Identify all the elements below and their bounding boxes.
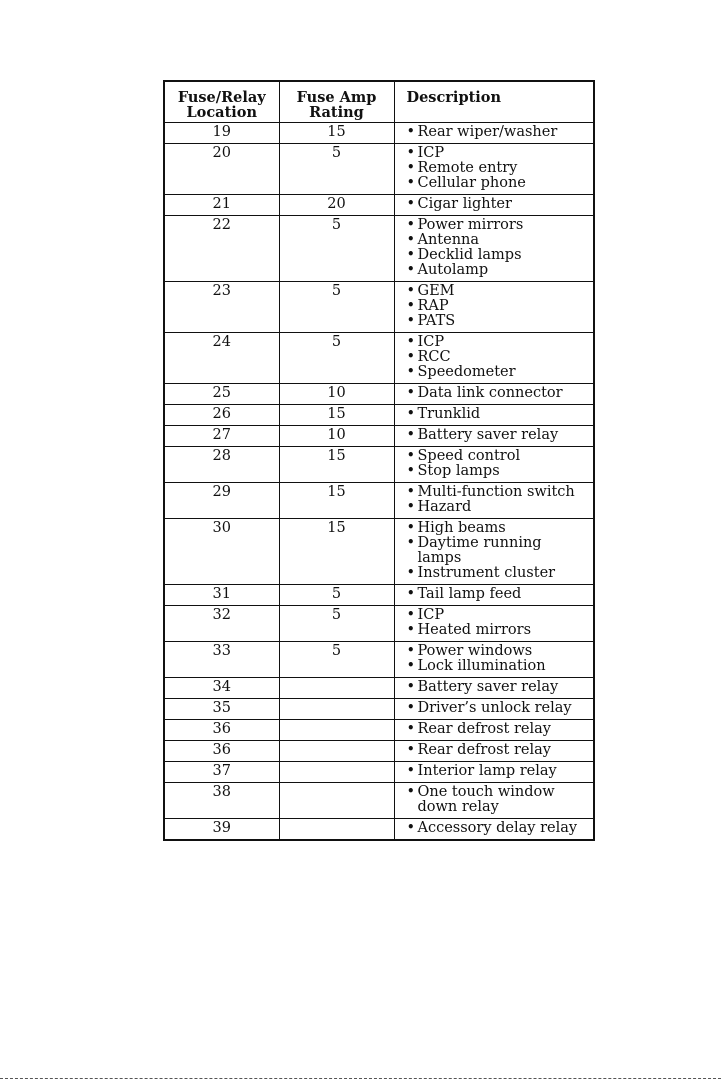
- fuse-location-cell: 31: [164, 585, 279, 606]
- description-item: • ICP: [407, 608, 590, 623]
- fuse-amp-cell: 5: [279, 606, 394, 642]
- description-item: • High beams: [407, 521, 590, 536]
- description-item: • Rear defrost relay: [407, 743, 590, 758]
- description-cell: [394, 720, 594, 741]
- fuse-location-cell: 23: [164, 282, 279, 333]
- description-item: • One touch window down relay: [407, 785, 590, 815]
- description-cell: [394, 405, 594, 426]
- fuse-location-cell: 25: [164, 384, 279, 405]
- description-item: • Speedometer: [407, 365, 590, 380]
- table-row: [164, 585, 594, 606]
- description-cell: [394, 741, 594, 762]
- fuse-location-cell: 38: [164, 783, 279, 819]
- fuse-location-cell: 27: [164, 426, 279, 447]
- table-body: [164, 123, 594, 841]
- fuse-amp-cell: 5: [279, 282, 394, 333]
- table-row: [164, 384, 594, 405]
- description-item: • Trunklid: [407, 407, 590, 422]
- description-cell: [394, 384, 594, 405]
- description-item: • ICP: [407, 335, 590, 350]
- fuse-location-cell: 34: [164, 678, 279, 699]
- description-item: • ICP: [407, 146, 590, 161]
- fuse-relay-table: [163, 80, 595, 841]
- description-cell: [394, 819, 594, 841]
- description-cell: [394, 195, 594, 216]
- fuse-location-cell: 20: [164, 144, 279, 195]
- fuse-amp-cell: 15: [279, 405, 394, 426]
- description-item: • Cigar lighter: [407, 197, 590, 212]
- fuse-location-cell: 24: [164, 333, 279, 384]
- table-row: [164, 720, 594, 741]
- fuse-amp-cell: 5: [279, 642, 394, 678]
- header-description: Description: [394, 81, 594, 123]
- description-cell: [394, 144, 594, 195]
- fuse-amp-cell: 15: [279, 519, 394, 585]
- fuse-amp-cell: 5: [279, 585, 394, 606]
- fuse-amp-cell: 15: [279, 483, 394, 519]
- table-row: [164, 678, 594, 699]
- table-row: [164, 699, 594, 720]
- description-item: • Lock illumination: [407, 659, 590, 674]
- header-location-line2: Location: [186, 104, 257, 121]
- fuse-location-cell: 29: [164, 483, 279, 519]
- table-row: [164, 282, 594, 333]
- fuse-amp-cell: [279, 699, 394, 720]
- description-cell: [394, 762, 594, 783]
- fuse-location-cell: 35: [164, 699, 279, 720]
- description-item: • Rear wiper/washer: [407, 125, 590, 140]
- fuse-location-cell: 30: [164, 519, 279, 585]
- table-row: [164, 762, 594, 783]
- description-item: • Heated mirrors: [407, 623, 590, 638]
- description-cell: [394, 606, 594, 642]
- header-location-line1: Fuse/Relay: [177, 89, 266, 106]
- description-cell: [394, 282, 594, 333]
- table-row: [164, 405, 594, 426]
- fuse-amp-cell: 10: [279, 426, 394, 447]
- description-cell: [394, 642, 594, 678]
- description-cell: [394, 426, 594, 447]
- description-item: • Instrument cluster: [407, 566, 590, 581]
- fuse-location-cell: 37: [164, 762, 279, 783]
- fuse-amp-cell: [279, 762, 394, 783]
- description-item: • Multi-function switch: [407, 485, 590, 500]
- fuse-amp-cell: 15: [279, 123, 394, 144]
- table-row: [164, 483, 594, 519]
- description-cell: [394, 333, 594, 384]
- description-item: • Stop lamps: [407, 464, 590, 479]
- description-cell: [394, 783, 594, 819]
- fuse-location-cell: 39: [164, 819, 279, 841]
- table-row: [164, 447, 594, 483]
- fuse-location-cell: 32: [164, 606, 279, 642]
- fuse-amp-cell: [279, 741, 394, 762]
- description-item: • RCC: [407, 350, 590, 365]
- fuse-amp-cell: 5: [279, 216, 394, 282]
- description-item: • Battery saver relay: [407, 428, 590, 443]
- fuse-amp-cell: 5: [279, 144, 394, 195]
- header-amp-line2: Rating: [309, 104, 364, 121]
- table-row: [164, 333, 594, 384]
- table-row: [164, 606, 594, 642]
- description-item: • Accessory delay relay: [407, 821, 590, 836]
- header-amp-rating: [279, 81, 394, 123]
- description-item: • Decklid lamps: [407, 248, 590, 263]
- fuse-location-cell: 21: [164, 195, 279, 216]
- description-cell: [394, 483, 594, 519]
- table-row: [164, 519, 594, 585]
- description-item: • Driver’s unlock relay: [407, 701, 590, 716]
- description-item: • Daytime running lamps: [407, 536, 590, 566]
- table-row: [164, 144, 594, 195]
- header-location: [164, 81, 279, 123]
- description-item: • Battery saver relay: [407, 680, 590, 695]
- description-item: • Tail lamp feed: [407, 587, 590, 602]
- fuse-location-cell: 36: [164, 720, 279, 741]
- table-row: [164, 216, 594, 282]
- description-item: • Cellular phone: [407, 176, 590, 191]
- description-item: • Power windows: [407, 644, 590, 659]
- description-cell: [394, 585, 594, 606]
- fuse-location-cell: 33: [164, 642, 279, 678]
- fuse-amp-cell: 5: [279, 333, 394, 384]
- description-cell: [394, 519, 594, 585]
- table-row: [164, 642, 594, 678]
- table-row: [164, 426, 594, 447]
- fuse-location-cell: 22: [164, 216, 279, 282]
- description-cell: [394, 678, 594, 699]
- fuse-amp-cell: [279, 819, 394, 841]
- fuse-amp-cell: [279, 783, 394, 819]
- description-cell: [394, 123, 594, 144]
- fuse-amp-cell: [279, 720, 394, 741]
- description-cell: [394, 447, 594, 483]
- fuse-amp-cell: 20: [279, 195, 394, 216]
- header-amp-line1: Fuse Amp: [296, 89, 377, 106]
- description-item: • RAP: [407, 299, 590, 314]
- table-row: [164, 123, 594, 144]
- page-edge-rule: [0, 1078, 721, 1079]
- fuse-location-cell: 26: [164, 405, 279, 426]
- description-item: • Interior lamp relay: [407, 764, 590, 779]
- table-header-row: [164, 81, 594, 123]
- description-item: • Hazard: [407, 500, 590, 515]
- description-item: • Speed control: [407, 449, 590, 464]
- table-row: [164, 819, 594, 841]
- description-item: • Autolamp: [407, 263, 590, 278]
- fuse-amp-cell: 10: [279, 384, 394, 405]
- table-row: [164, 783, 594, 819]
- description-cell: [394, 699, 594, 720]
- description-item: • GEM: [407, 284, 590, 299]
- fuse-amp-cell: 15: [279, 447, 394, 483]
- description-item: • Rear defrost relay: [407, 722, 590, 737]
- fuse-location-cell: 19: [164, 123, 279, 144]
- description-item: • Power mirrors: [407, 218, 590, 233]
- description-item: • Data link connector: [407, 386, 590, 401]
- fuse-location-cell: 28: [164, 447, 279, 483]
- fuse-location-cell: 36: [164, 741, 279, 762]
- description-cell: [394, 216, 594, 282]
- table-row: [164, 195, 594, 216]
- table-row: [164, 741, 594, 762]
- fuse-amp-cell: [279, 678, 394, 699]
- description-item: • Antenna: [407, 233, 590, 248]
- description-item: • Remote entry: [407, 161, 590, 176]
- description-item: • PATS: [407, 314, 590, 329]
